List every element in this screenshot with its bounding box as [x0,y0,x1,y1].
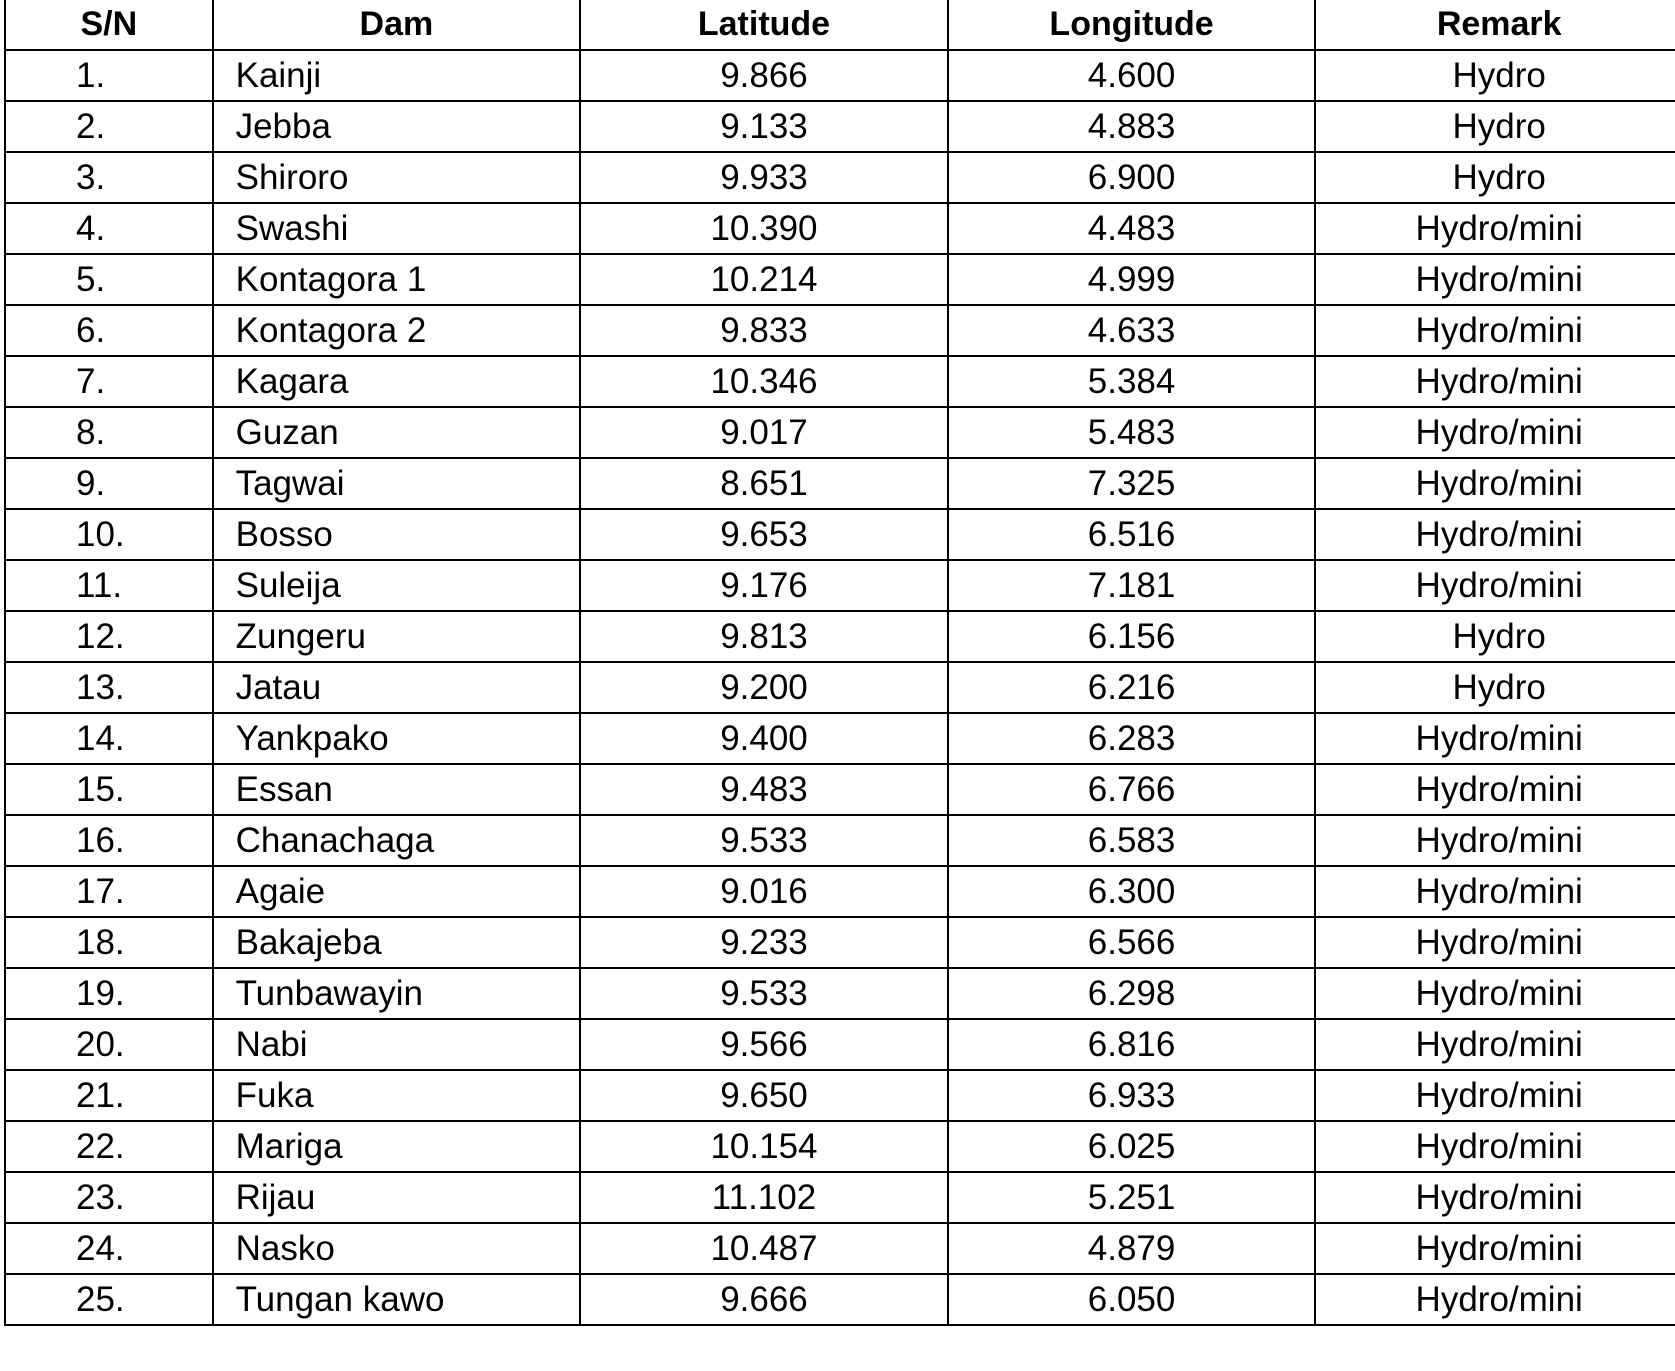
cell-longitude: 4.999 [948,254,1316,305]
cell-latitude: 9.866 [580,50,948,101]
table-row [5,305,1675,356]
table-row [5,1070,1675,1121]
cell-latitude: 9.666 [580,1274,948,1325]
cell-dam-name: Swashi [213,203,581,254]
cell-dam-name: Suleija [213,560,581,611]
header-longitude: Longitude [948,0,1316,50]
table-row [5,1019,1675,1070]
cell-longitude: 4.483 [948,203,1316,254]
cell-sn: 22. [5,1121,213,1172]
table-row [5,764,1675,815]
cell-dam-name: Kontagora 1 [213,254,581,305]
cell-longitude: 6.025 [948,1121,1316,1172]
cell-latitude: 11.102 [580,1172,948,1223]
cell-longitude: 6.816 [948,1019,1316,1070]
cell-remark: Hydro/mini [1315,458,1675,509]
table-row [5,917,1675,968]
cell-dam-name: Kontagora 2 [213,305,581,356]
cell-dam-name: Guzan [213,407,581,458]
cell-sn: 6. [5,305,213,356]
cell-latitude: 10.487 [580,1223,948,1274]
cell-longitude: 4.600 [948,50,1316,101]
cell-longitude: 6.516 [948,509,1316,560]
table-row [5,815,1675,866]
cell-dam-name: Nasko [213,1223,581,1274]
cell-remark: Hydro/mini [1315,1019,1675,1070]
header-sn: S/N [5,0,213,50]
cell-sn: 24. [5,1223,213,1274]
table-row [5,458,1675,509]
table-row [5,407,1675,458]
cell-remark: Hydro/mini [1315,815,1675,866]
table-row [5,101,1675,152]
cell-dam-name: Chanachaga [213,815,581,866]
cell-longitude: 4.633 [948,305,1316,356]
cell-sn: 4. [5,203,213,254]
cell-longitude: 6.933 [948,1070,1316,1121]
cell-dam-name: Yankpako [213,713,581,764]
cell-latitude: 9.017 [580,407,948,458]
cell-dam-name: Tagwai [213,458,581,509]
cell-remark: Hydro/mini [1315,356,1675,407]
table-row [5,203,1675,254]
cell-dam-name: Essan [213,764,581,815]
cell-latitude: 10.346 [580,356,948,407]
cell-longitude: 6.300 [948,866,1316,917]
cell-remark: Hydro/mini [1315,713,1675,764]
header-remark: Remark [1315,0,1675,50]
cell-longitude: 6.050 [948,1274,1316,1325]
cell-remark: Hydro [1315,611,1675,662]
cell-sn: 19. [5,968,213,1019]
table-row [5,356,1675,407]
cell-longitude: 6.566 [948,917,1316,968]
table-row [5,713,1675,764]
cell-latitude: 8.651 [580,458,948,509]
cell-longitude: 6.216 [948,662,1316,713]
header-dam: Dam [213,0,581,50]
cell-latitude: 9.833 [580,305,948,356]
cell-latitude: 10.154 [580,1121,948,1172]
cell-sn: 20. [5,1019,213,1070]
cell-remark: Hydro [1315,101,1675,152]
cell-sn: 3. [5,152,213,203]
cell-remark: Hydro/mini [1315,560,1675,611]
table-row [5,968,1675,1019]
cell-longitude: 6.283 [948,713,1316,764]
header-row [5,0,1675,50]
cell-remark: Hydro/mini [1315,254,1675,305]
cell-dam-name: Shiroro [213,152,581,203]
cell-dam-name: Fuka [213,1070,581,1121]
cell-dam-name: Zungeru [213,611,581,662]
cell-longitude: 5.251 [948,1172,1316,1223]
cell-longitude: 6.900 [948,152,1316,203]
table-row [5,1172,1675,1223]
table-body [5,50,1675,1325]
cell-remark: Hydro/mini [1315,917,1675,968]
cell-sn: 16. [5,815,213,866]
cell-sn: 2. [5,101,213,152]
cell-sn: 10. [5,509,213,560]
cell-latitude: 9.933 [580,152,948,203]
cell-latitude: 9.813 [580,611,948,662]
cell-sn: 5. [5,254,213,305]
table-row [5,1223,1675,1274]
table-row [5,611,1675,662]
dam-coordinates-table [4,0,1675,1326]
cell-latitude: 9.016 [580,866,948,917]
cell-dam-name: Nabi [213,1019,581,1070]
cell-sn: 1. [5,50,213,101]
cell-remark: Hydro/mini [1315,968,1675,1019]
cell-remark: Hydro/mini [1315,1172,1675,1223]
cell-sn: 11. [5,560,213,611]
table-row [5,1274,1675,1325]
cell-remark: Hydro [1315,50,1675,101]
cell-longitude: 6.583 [948,815,1316,866]
cell-dam-name: Kagara [213,356,581,407]
cell-sn: 23. [5,1172,213,1223]
cell-sn: 12. [5,611,213,662]
table-row [5,509,1675,560]
table-row [5,560,1675,611]
cell-sn: 14. [5,713,213,764]
cell-dam-name: Tungan kawo [213,1274,581,1325]
cell-remark: Hydro/mini [1315,866,1675,917]
cell-dam-name: Tunbawayin [213,968,581,1019]
cell-longitude: 5.483 [948,407,1316,458]
cell-latitude: 9.400 [580,713,948,764]
cell-remark: Hydro/mini [1315,1274,1675,1325]
cell-latitude: 9.653 [580,509,948,560]
cell-remark: Hydro/mini [1315,1070,1675,1121]
cell-dam-name: Bosso [213,509,581,560]
cell-latitude: 9.533 [580,968,948,1019]
cell-sn: 13. [5,662,213,713]
cell-longitude: 6.298 [948,968,1316,1019]
cell-remark: Hydro/mini [1315,764,1675,815]
cell-latitude: 10.214 [580,254,948,305]
cell-dam-name: Agaie [213,866,581,917]
cell-sn: 15. [5,764,213,815]
cell-dam-name: Mariga [213,1121,581,1172]
table-row [5,152,1675,203]
cell-longitude: 4.883 [948,101,1316,152]
cell-latitude: 10.390 [580,203,948,254]
cell-longitude: 4.879 [948,1223,1316,1274]
cell-sn: 21. [5,1070,213,1121]
cell-latitude: 9.200 [580,662,948,713]
cell-sn: 25. [5,1274,213,1325]
cell-remark: Hydro/mini [1315,305,1675,356]
cell-dam-name: Bakajeba [213,917,581,968]
cell-dam-name: Jatau [213,662,581,713]
cell-latitude: 9.650 [580,1070,948,1121]
table-row [5,866,1675,917]
cell-longitude: 7.325 [948,458,1316,509]
cell-remark: Hydro [1315,662,1675,713]
cell-longitude: 5.384 [948,356,1316,407]
cell-dam-name: Rijau [213,1172,581,1223]
cell-dam-name: Kainji [213,50,581,101]
table-row [5,1121,1675,1172]
table-row [5,50,1675,101]
cell-latitude: 9.483 [580,764,948,815]
cell-remark: Hydro/mini [1315,1223,1675,1274]
cell-longitude: 7.181 [948,560,1316,611]
cell-remark: Hydro/mini [1315,1121,1675,1172]
cell-latitude: 9.176 [580,560,948,611]
header-latitude: Latitude [580,0,948,50]
cell-sn: 18. [5,917,213,968]
cell-latitude: 9.533 [580,815,948,866]
cell-latitude: 9.566 [580,1019,948,1070]
cell-latitude: 9.133 [580,101,948,152]
cell-sn: 8. [5,407,213,458]
cell-remark: Hydro [1315,152,1675,203]
cell-longitude: 6.156 [948,611,1316,662]
cell-sn: 7. [5,356,213,407]
cell-remark: Hydro/mini [1315,509,1675,560]
table-row [5,662,1675,713]
cell-longitude: 6.766 [948,764,1316,815]
table-row [5,254,1675,305]
cell-sn: 9. [5,458,213,509]
cell-remark: Hydro/mini [1315,203,1675,254]
cell-latitude: 9.233 [580,917,948,968]
cell-sn: 17. [5,866,213,917]
cell-remark: Hydro/mini [1315,407,1675,458]
cell-dam-name: Jebba [213,101,581,152]
